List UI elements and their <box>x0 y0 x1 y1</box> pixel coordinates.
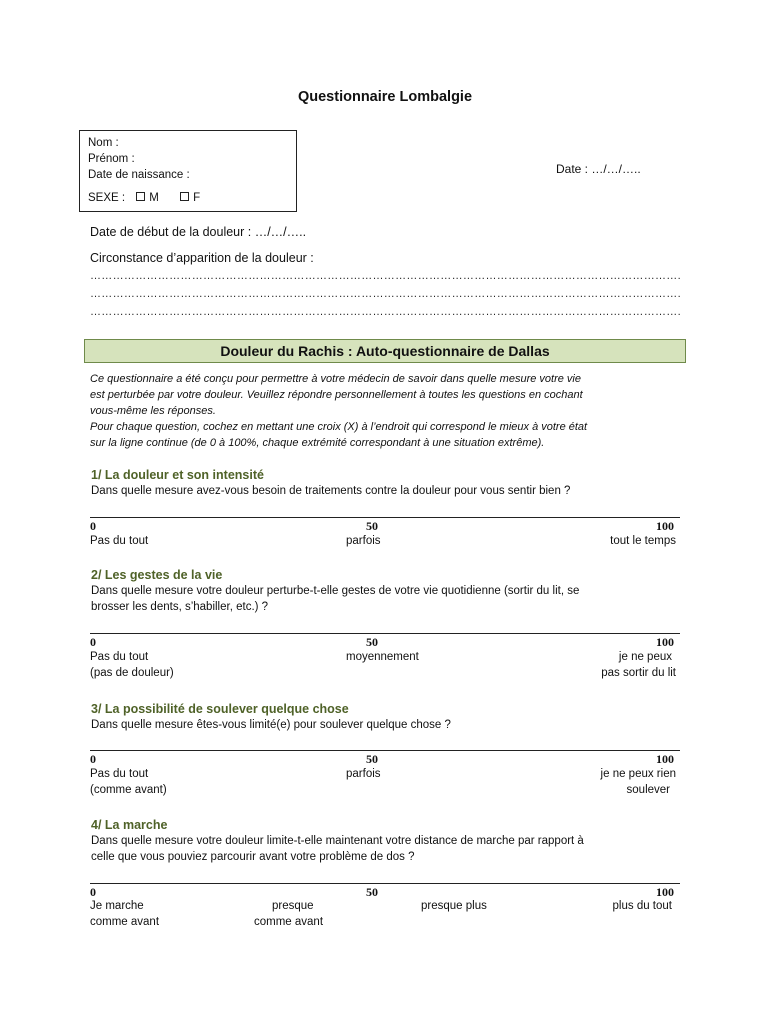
prenom-field[interactable]: Prénom : <box>88 153 135 165</box>
scale-max: 100 <box>656 885 674 899</box>
intro-text: vous-même les réponses. <box>90 405 216 417</box>
response-scale[interactable] <box>90 633 680 634</box>
scale-label-right: je ne peux <box>618 651 672 663</box>
response-scale[interactable] <box>90 883 680 884</box>
scale-label-left: Pas du tout <box>90 535 149 547</box>
answer-line[interactable]: …………………………………………………………………………………………………………………………………………. <box>90 288 681 300</box>
answer-line[interactable]: …………………………………………………………………………………………………………………………………………. <box>90 306 681 318</box>
scale-min: 0 <box>90 519 96 533</box>
scale-max: 100 <box>656 635 674 649</box>
scale-label-mid: presque plus <box>421 900 487 912</box>
question-text: Dans quelle mesure votre douleur limite-t-elle maintenant votre distance de marche par rapport à <box>91 835 584 847</box>
scale-label-left: Je marche <box>90 900 144 912</box>
scale-label-left: (comme avant) <box>90 784 167 796</box>
nom-field[interactable]: Nom : <box>88 137 119 149</box>
checkbox-m[interactable] <box>136 192 145 201</box>
scale-label-left: comme avant <box>90 916 160 928</box>
intro-text: est perturbée par votre douleur. Veuillez répondre personnellement à toutes les questions en cochant <box>90 389 583 401</box>
scale-label-mid: comme avant <box>254 916 324 928</box>
scale-mid: 50 <box>366 519 378 533</box>
question-heading: 3/ La possibilité de soulever quelque chose <box>91 702 349 716</box>
answer-line[interactable]: …………………………………………………………………………………………………………………………………………. <box>90 270 681 282</box>
date-field[interactable]: Date : …/…/….. <box>556 162 641 176</box>
scale-label-mid: parfois <box>346 535 381 547</box>
intro-text: sur la ligne continue (de 0 à 100%, chaque extrémité correspondant à une situation extrême). <box>90 437 545 449</box>
scale-max: 100 <box>656 752 674 766</box>
question-text: Dans quelle mesure êtes-vous limité(e) pour soulever quelque chose ? <box>91 719 451 731</box>
scale-min: 0 <box>90 635 96 649</box>
sex-row <box>88 192 200 204</box>
sex-option-f[interactable]: F <box>180 192 200 204</box>
page-title: Questionnaire Lombalgie <box>297 89 473 105</box>
scale-label-right: tout le temps <box>610 535 676 547</box>
scale-label-left: Pas du tout <box>90 768 149 780</box>
scale-min: 0 <box>90 752 96 766</box>
scale-label-left: Pas du tout <box>90 651 149 663</box>
scale-label-right: je ne peux rien <box>600 768 676 780</box>
response-scale[interactable] <box>90 517 680 518</box>
scale-label-mid: parfois <box>346 768 381 780</box>
scale-mid: 50 <box>366 885 378 899</box>
scale-mid: 50 <box>366 752 378 766</box>
question-text: celle que vous pouviez parcourir avant votre problème de dos ? <box>91 851 415 863</box>
scale-label-right: pas sortir du lit <box>601 667 676 679</box>
scale-label-mid: presque <box>272 900 314 912</box>
scale-mid: 50 <box>366 635 378 649</box>
scale-label-left: (pas de douleur) <box>90 667 174 679</box>
scale-min: 0 <box>90 885 96 899</box>
question-text: Dans quelle mesure votre douleur perturbe-t-elle gestes de votre vie quotidienne (sortir du lit, se <box>91 585 580 597</box>
pain-circumstance-label: Circonstance d’apparition de la douleur : <box>90 251 314 265</box>
intro-text: Ce questionnaire a été conçu pour permettre à votre médecin de savoir dans quelle mesure votre vie <box>90 373 581 385</box>
scale-label-right: plus du tout <box>612 900 672 912</box>
checkbox-f[interactable] <box>180 192 189 201</box>
sex-option-m[interactable]: M <box>136 192 159 204</box>
question-text: brosser les dents, s’habiller, etc.) ? <box>91 601 269 613</box>
sex-label: SEXE : <box>88 192 126 204</box>
section-header: Douleur du Rachis : Auto-questionnaire de Dallas <box>84 339 686 363</box>
pain-start-date[interactable]: Date de début de la douleur : …/…/….. <box>90 225 307 239</box>
question-heading: 4/ La marche <box>91 818 168 832</box>
scale-max: 100 <box>656 519 674 533</box>
intro-text: Pour chaque question, cochez en mettant une croix (X) à l’endroit qui correspond le mieux à votre état <box>90 421 588 433</box>
scale-label-mid: moyennement <box>346 651 419 663</box>
question-heading: 2/ Les gestes de la vie <box>91 568 223 582</box>
scale-label-right: soulever <box>626 784 670 796</box>
response-scale[interactable] <box>90 750 680 751</box>
question-heading: 1/ La douleur et son intensité <box>91 468 264 482</box>
question-text: Dans quelle mesure avez-vous besoin de traitements contre la douleur pour vous sentir bien ? <box>91 485 571 497</box>
identity-box <box>79 130 297 212</box>
birthdate-field[interactable]: Date de naissance : <box>88 169 190 181</box>
